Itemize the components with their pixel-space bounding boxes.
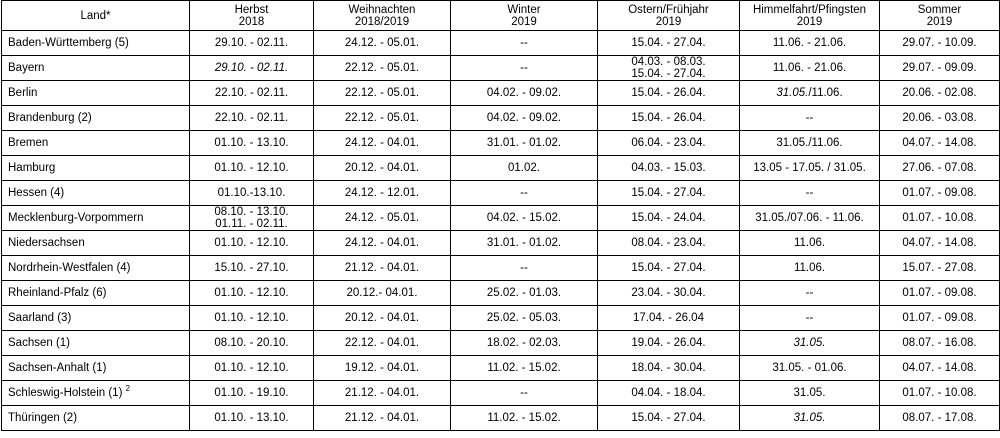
date-range: 01.07. - 09.08. <box>902 287 977 299</box>
cell-weihnachten <box>314 181 451 206</box>
cell-ostern <box>598 131 740 156</box>
table-row <box>2 356 1000 381</box>
date-range: 20.06. - 03.08. <box>902 112 977 124</box>
date-range: 08.10. - 20.10. <box>214 337 289 349</box>
cell-sommer <box>880 81 1000 106</box>
cell-weihnachten <box>314 331 451 356</box>
cell-ostern <box>598 31 740 56</box>
date-range: 15.07. - 27.08. <box>902 262 977 274</box>
cell-pfingsten <box>740 106 880 131</box>
cell-weihnachten <box>314 281 451 306</box>
land-cell <box>2 206 190 231</box>
cell-pfingsten <box>740 131 880 156</box>
table-row <box>2 181 1000 206</box>
cell-herbst <box>190 306 314 331</box>
date-range: 27.06. - 07.08. <box>902 162 977 174</box>
header-pfingsten: Himmelfahrt/Pfingsten 2019 <box>740 1 880 31</box>
date-range: 04.02. - 15.02. <box>486 212 562 224</box>
date-range: 08.04. - 23.04. <box>631 237 706 249</box>
date-range: 04.02. - 09.02. <box>486 112 562 124</box>
date-range: 11.06. - 21.06. <box>772 37 847 49</box>
date-range: -- <box>520 387 528 399</box>
date-range: -- <box>520 62 528 74</box>
footnote-marker: 2 <box>125 384 131 393</box>
holiday-table <box>1 0 1000 431</box>
cell-winter <box>451 356 598 381</box>
land-cell <box>2 406 190 431</box>
land-name: Hessen (4) <box>8 187 65 199</box>
land-name: Bayern <box>8 62 45 74</box>
cell-herbst <box>190 56 314 81</box>
cell-ostern <box>598 256 740 281</box>
cell-weihnachten <box>314 81 451 106</box>
date-range: 01.07. - 09.08. <box>902 312 977 324</box>
date-range: -- <box>805 112 814 124</box>
land-cell <box>2 156 190 181</box>
date-range: -- <box>520 187 528 199</box>
table-row <box>2 156 1000 181</box>
header-ostern: Ostern/Frühjahr 2019 <box>598 1 740 31</box>
date-range: 22.12. - 05.01. <box>344 62 420 74</box>
land-cell <box>2 381 190 406</box>
date-range: 31.05. - 01.06. <box>772 362 847 374</box>
land-name: Saarland (3) <box>8 312 72 324</box>
table-row <box>2 331 1000 356</box>
cell-pfingsten <box>740 156 880 181</box>
cell-weihnachten <box>314 56 451 81</box>
land-cell <box>2 181 190 206</box>
cell-sommer <box>880 231 1000 256</box>
table-row <box>2 281 1000 306</box>
cell-winter <box>451 281 598 306</box>
cell-ostern <box>598 281 740 306</box>
cell-pfingsten <box>740 56 880 81</box>
date-range: 22.10. - 02.11. <box>214 112 289 124</box>
cell-winter <box>451 181 598 206</box>
date-range: 31.05. <box>793 412 826 424</box>
date-range: -- <box>805 287 814 299</box>
land-name: Brandenburg (2) <box>8 112 92 124</box>
date-range: 15.04. - 27.04. <box>631 412 706 424</box>
cell-ostern <box>598 56 740 81</box>
cell-winter <box>451 331 598 356</box>
date-range: 01.10. - 12.10. <box>214 312 289 324</box>
cell-pfingsten <box>740 406 880 431</box>
date-range: 29.07. - 10.09. <box>902 37 977 49</box>
cell-pfingsten <box>740 181 880 206</box>
land-name: Schleswig-Holstein (1) <box>8 387 123 399</box>
table-row <box>2 206 1000 231</box>
date-range: 24.12. - 05.01. <box>344 37 420 49</box>
cell-winter <box>451 206 598 231</box>
land-cell <box>2 256 190 281</box>
cell-herbst <box>190 231 314 256</box>
cell-sommer <box>880 131 1000 156</box>
cell-pfingsten <box>740 31 880 56</box>
cell-pfingsten <box>740 306 880 331</box>
date-range: 24.12. - 12.01. <box>344 187 420 199</box>
cell-pfingsten <box>740 356 880 381</box>
land-name: Sachsen-Anhalt (1) <box>8 362 107 374</box>
cell-herbst <box>190 356 314 381</box>
cell-sommer <box>880 256 1000 281</box>
cell-winter <box>451 81 598 106</box>
date-range: 11.02. - 15.02. <box>487 362 561 374</box>
land-cell <box>2 56 190 81</box>
cell-herbst <box>190 256 314 281</box>
date-range: 01.02. <box>508 162 540 174</box>
cell-pfingsten <box>740 256 880 281</box>
land-cell <box>2 81 190 106</box>
land-name: Hamburg <box>8 162 56 174</box>
date-range: 15.04. - 26.04. <box>631 112 706 124</box>
cell-sommer <box>880 281 1000 306</box>
table-row <box>2 406 1000 431</box>
date-range: 24.12. - 04.01. <box>344 137 420 149</box>
land-name: Baden-Württemberg (5) <box>8 37 129 49</box>
table-row <box>2 256 1000 281</box>
cell-pfingsten <box>740 381 880 406</box>
land-name: Sachsen (1) <box>8 337 71 349</box>
date-range: 29.10. - 02.11. <box>214 62 289 74</box>
cell-weihnachten <box>314 156 451 181</box>
date-range: 22.12. - 05.01. <box>344 112 420 124</box>
land-cell <box>2 356 190 381</box>
cell-herbst <box>190 406 314 431</box>
date-range: 01.10. - 13.10. <box>214 137 289 149</box>
cell-ostern <box>598 231 740 256</box>
date-range: 04.04. - 18.04. <box>631 387 706 399</box>
date-range: 04.03. - 15.03. <box>631 162 706 174</box>
table-row <box>2 56 1000 81</box>
date-range: 01.10. - 13.10. <box>214 412 289 424</box>
date-range: 04.02. - 09.02. <box>486 87 562 99</box>
cell-weihnachten <box>314 406 451 431</box>
date-range: -- <box>805 312 814 324</box>
date-range: 22.12. - 04.01. <box>344 337 420 349</box>
date-range: 31.05./07.06. - 11.06. <box>755 212 864 224</box>
cell-winter <box>451 256 598 281</box>
cell-sommer <box>880 306 1000 331</box>
table-row <box>2 381 1000 406</box>
date-range: 21.12. - 04.01. <box>344 262 420 274</box>
table-body <box>2 31 1000 431</box>
land-cell <box>2 231 190 256</box>
cell-sommer <box>880 106 1000 131</box>
cell-ostern <box>598 81 740 106</box>
date-range: 11.06. - 21.06. <box>772 62 847 74</box>
land-name: Nordrhein-Westfalen (4) <box>8 262 131 274</box>
date-range: 31.05. <box>793 337 826 349</box>
date-range: -- <box>520 37 528 49</box>
cell-herbst <box>190 81 314 106</box>
date-range: -- <box>520 262 528 274</box>
table-row <box>2 31 1000 56</box>
date-range: 29.07. - 09.09. <box>902 62 977 74</box>
date-range: 15.10. - 27.10. <box>214 262 289 274</box>
table-row <box>2 306 1000 331</box>
date-range: 20.12. - 04.01. <box>344 312 420 324</box>
cell-ostern <box>598 206 740 231</box>
date-range-second-line: 01.11. - 02.11. <box>215 218 288 230</box>
cell-winter <box>451 406 598 431</box>
cell-weihnachten <box>314 206 451 231</box>
cell-pfingsten <box>740 281 880 306</box>
date-range: 15.04. - 24.04. <box>631 212 706 224</box>
date-range: 21.12. - 04.01. <box>344 412 420 424</box>
date-range: 04.07. - 14.08. <box>902 137 977 149</box>
date-range: 31.01. - 01.02. <box>486 137 562 149</box>
table-row <box>2 81 1000 106</box>
cell-herbst <box>190 331 314 356</box>
date-range: 01.07. - 09.08. <box>902 187 977 199</box>
cell-herbst <box>190 106 314 131</box>
date-range: 08.07. - 17.08. <box>902 412 977 424</box>
land-cell <box>2 106 190 131</box>
date-range: 15.04. - 26.04. <box>631 87 706 99</box>
table-row <box>2 131 1000 156</box>
cell-ostern <box>598 356 740 381</box>
cell-sommer <box>880 181 1000 206</box>
date-range: 25.02. - 05.03. <box>486 312 562 324</box>
cell-winter <box>451 381 598 406</box>
date-range: 15.04. - 27.04. <box>631 262 706 274</box>
cell-weihnachten <box>314 306 451 331</box>
date-range: 01.10. - 12.10. <box>214 237 289 249</box>
date-range: -- <box>805 187 814 199</box>
header-land: Land* <box>2 1 190 31</box>
date-range: 01.10. - 19.10. <box>214 387 289 399</box>
cell-herbst <box>190 156 314 181</box>
land-name: Thüringen (2) <box>8 412 78 424</box>
date-range: 24.12. - 04.01. <box>344 237 420 249</box>
cell-winter <box>451 306 598 331</box>
date-range: 04.07. - 14.08. <box>902 237 977 249</box>
cell-ostern <box>598 106 740 131</box>
date-range: 15.04. - 27.04. <box>631 187 706 199</box>
date-range: 01.10. - 12.10. <box>214 362 289 374</box>
cell-herbst <box>190 181 314 206</box>
land-name: Rheinland-Pfalz (6) <box>8 287 107 299</box>
cell-winter <box>451 156 598 181</box>
date-range: 21.12. - 04.01. <box>344 387 420 399</box>
cell-ostern <box>598 331 740 356</box>
date-range: 20.12. - 04.01. <box>344 162 420 174</box>
land-cell <box>2 31 190 56</box>
date-range: 11.02. - 15.02. <box>487 412 561 424</box>
date-range: 01.07. - 10.08. <box>902 212 977 224</box>
date-range: 17.04. - 26.04 <box>633 312 704 324</box>
date-range: 08.10. - 13.10. <box>214 206 289 218</box>
cell-weihnachten <box>314 381 451 406</box>
cell-ostern <box>598 156 740 181</box>
land-cell <box>2 331 190 356</box>
date-range: 15.04. - 27.04. <box>631 37 706 49</box>
cell-herbst <box>190 31 314 56</box>
cell-winter <box>451 231 598 256</box>
cell-sommer <box>880 331 1000 356</box>
cell-sommer <box>880 56 1000 81</box>
cell-weihnachten <box>314 131 451 156</box>
cell-weihnachten <box>314 231 451 256</box>
date-range: 11.06. <box>793 237 826 249</box>
date-range: 31.05. <box>776 87 809 99</box>
cell-sommer <box>880 156 1000 181</box>
cell-ostern <box>598 406 740 431</box>
date-range: 08.07. - 16.08. <box>902 337 977 349</box>
cell-winter <box>451 131 598 156</box>
cell-winter <box>451 31 598 56</box>
header-sommer: Sommer 2019 <box>880 1 1000 31</box>
date-range: 18.04. - 30.04. <box>631 362 706 374</box>
cell-sommer <box>880 406 1000 431</box>
date-range: 20.06. - 02.08. <box>902 87 977 99</box>
cell-ostern <box>598 381 740 406</box>
cell-weihnachten <box>314 31 451 56</box>
date-range: 29.10. - 02.11. <box>214 37 289 49</box>
date-range: 31.01. - 01.02. <box>486 237 562 249</box>
table-row <box>2 231 1000 256</box>
date-range: 06.04. - 23.04. <box>631 137 706 149</box>
cell-winter <box>451 56 598 81</box>
header-winter: Winter 2019 <box>451 1 598 31</box>
cell-herbst <box>190 381 314 406</box>
header-row <box>2 1 1000 31</box>
land-cell <box>2 281 190 306</box>
table-row <box>2 106 1000 131</box>
date-range: 01.10.-13.10. <box>217 187 286 199</box>
date-range-second-line: 15.04. - 27.04. <box>631 68 706 80</box>
date-range: 20.12.- 04.01. <box>346 287 418 299</box>
cell-sommer <box>880 206 1000 231</box>
cell-herbst <box>190 131 314 156</box>
date-range: 25.02. - 01.03. <box>486 287 562 299</box>
cell-sommer <box>880 381 1000 406</box>
date-range: 19.04. - 26.04. <box>631 337 706 349</box>
date-range: 11.06. <box>793 262 826 274</box>
land-name: Berlin <box>8 87 38 99</box>
date-range: 18.02. - 02.03. <box>486 337 562 349</box>
land-name: Niedersachsen <box>8 237 85 249</box>
land-name: Bremen <box>8 137 49 149</box>
date-range: 01.07. - 10.08. <box>902 387 977 399</box>
date-range: 13.05 - 17.05. / 31.05. <box>753 162 866 174</box>
cell-herbst <box>190 281 314 306</box>
date-range: 31.05./11.06. <box>776 137 843 149</box>
cell-weihnachten <box>314 356 451 381</box>
date-range: 24.12. - 05.01. <box>344 212 420 224</box>
date-range: 01.10. - 12.10. <box>214 162 289 174</box>
land-cell <box>2 306 190 331</box>
land-cell <box>2 131 190 156</box>
date-range: 04.07. - 14.08. <box>902 362 977 374</box>
land-name: Mecklenburg-Vorpommern <box>8 212 144 224</box>
header-herbst: Herbst 2018 <box>190 1 314 31</box>
date-range: 19.12. - 04.01. <box>344 362 420 374</box>
cell-weihnachten <box>314 256 451 281</box>
date-range: 22.10. - 02.11. <box>214 87 289 99</box>
cell-pfingsten <box>740 331 880 356</box>
cell-winter <box>451 106 598 131</box>
date-range: 23.04. - 30.04. <box>631 287 706 299</box>
cell-sommer <box>880 356 1000 381</box>
date-range: 22.12. - 05.01. <box>344 87 420 99</box>
cell-herbst <box>190 206 314 231</box>
date-range-suffix: /11.06. <box>808 87 843 99</box>
cell-pfingsten <box>740 81 880 106</box>
date-range: 01.10. - 12.10. <box>214 287 289 299</box>
header-weihnachten: Weihnachten 2018/2019 <box>314 1 451 31</box>
cell-ostern <box>598 181 740 206</box>
cell-pfingsten <box>740 231 880 256</box>
cell-pfingsten <box>740 206 880 231</box>
cell-ostern <box>598 306 740 331</box>
date-range: 31.05. <box>793 387 826 399</box>
cell-sommer <box>880 31 1000 56</box>
cell-weihnachten <box>314 106 451 131</box>
date-range: 04.03. - 08.03. <box>631 56 706 68</box>
